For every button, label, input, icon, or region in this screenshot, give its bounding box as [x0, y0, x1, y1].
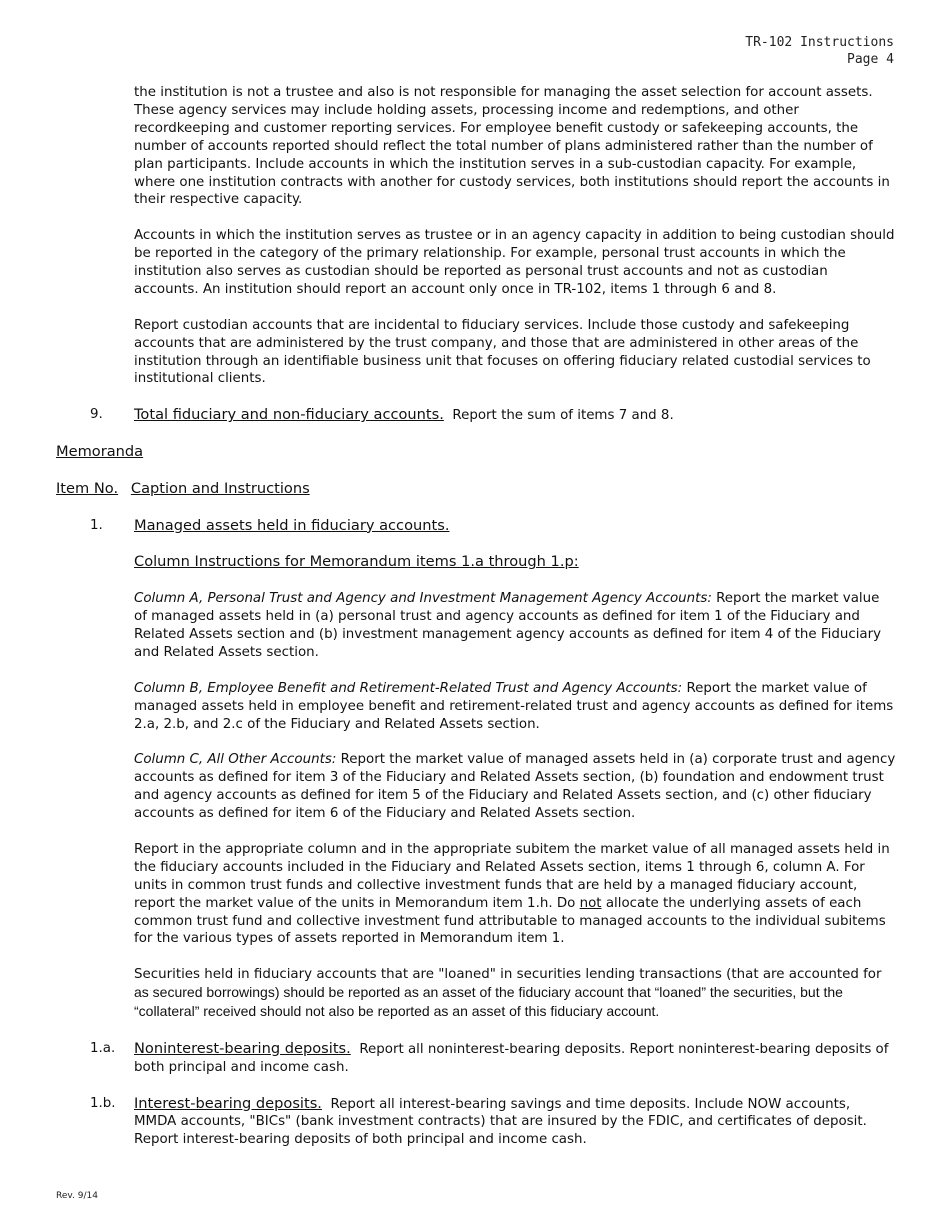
- item-number: 9.: [90, 407, 103, 423]
- item-9: [90, 406, 896, 425]
- item-title: Interest-bearing deposits.: [134, 1094, 322, 1112]
- item-title: Managed assets held in fiduciary accounts.: [134, 516, 450, 534]
- column-instructions-heading: Column Instructions for Memorandum items 1.a through 1.p:: [134, 553, 579, 571]
- form-title: TR-102 Instructions: [745, 35, 894, 50]
- page-header: [745, 34, 894, 68]
- column-b-instructions: [134, 680, 896, 734]
- column-a-label: Column A, Personal Trust and Agency and Investment Management Agency Accounts:: [134, 591, 712, 607]
- memoranda-heading: Memoranda: [56, 443, 144, 461]
- item-title: Noninterest-bearing deposits.: [134, 1039, 351, 1057]
- column-c-text: Report the market value of managed assets held in (a) corporate trust and agency accounts as defined for item 3 of the Fiduciary and Related Assets section, (b) foundation and endowment trust and agency accounts as defined for item 5 of the Fiduciary and Related Assets section, and (c) other fiduciary accounts as defined for item 6 of the Fiduciary and Related Assets section.: [134, 752, 896, 822]
- item-text: Report all noninterest-bearing deposits. Report noninterest-bearing deposits of both principal and income cash.: [134, 1041, 889, 1075]
- column-b-label: Column B, Employee Benefit and Retirement-Related Trust and Agency Accounts:: [134, 680, 683, 696]
- column-b-text: Report the market value of managed assets held in employee benefit and retirement-related trust and agency accounts as defined for items 2.a, 2.b, and 2.c of the Fiduciary and Related Assets section.: [134, 680, 894, 732]
- column-c-label: Column C, All Other Accounts:: [134, 752, 337, 768]
- memo-item-1b: [90, 1094, 896, 1150]
- item-text: Report the sum of items 7 and 8.: [452, 408, 674, 424]
- paragraph-primary-relationship: Accounts in which the institution serves as trustee or in an agency capacity in addition to being custodian should be reported in the category of the primary relationship. For example, personal trust accounts in which the institution also serves as custodian should be reported as personal trust accounts and not as custodian accounts. An institution should report an account only once in TR-102, items 1 through 6 and 8.: [134, 228, 895, 297]
- item-number: 1.a.: [90, 1040, 116, 1056]
- page-number: Page 4: [847, 52, 894, 67]
- item-text: Report all interest-bearing savings and time deposits. Include NOW accounts, MMDA accounts, "BICs" (bank investment contracts) that are insured by the FDIC, and certificates of deposit. Report interest-bearing deposits of both principal and income cash.: [134, 1096, 867, 1148]
- caption-heading: Caption and Instructions: [130, 479, 310, 497]
- item-number: 1.: [90, 517, 103, 533]
- item-no-heading: Item No.: [56, 479, 119, 497]
- column-heading-row: [56, 480, 896, 499]
- document-body: [56, 84, 896, 1149]
- item-title: Total fiduciary and non-fiduciary accounts.: [134, 406, 444, 424]
- report-instructions-paragraph: Report in the appropriate column and in the appropriate subitem the market value of all managed assets held in the fiduciary accounts included in the Fiduciary and Related Assets section, items 1 through 6, column A. For units in common trust funds and collective investment funds that are held by a managed fiduciary account, report the market value of the units in Memorandum item 1.h. Do not allocate the underlying assets of each common trust fund and collective investment fund attributable to managed accounts to the individual subitems for the various types of assets reported in Memorandum item 1.: [134, 841, 890, 947]
- column-a-text: Report the market value of managed assets held in (a) personal trust and agency accounts as defined for item 1 of the Fiduciary and Related Assets section and (b) investment management agency accounts as defined for item 4 of the Fiduciary and Related Assets section.: [134, 591, 882, 660]
- item-number: 1.b.: [90, 1095, 116, 1111]
- paragraph-custodian-services: the institution is not a trustee and also is not responsible for managing the asset selection for account assets. These agency services may include holding assets, processing income and redemptions, and other recordkeeping and customer reporting services. For employee benefit custody or safekeeping accounts, the number of accounts reported should reflect the total number of plans administered rather than the number of plan participants. Include accounts in which the institution serves in a sub-custodian capacity. For example, where one institution contracts with another for custody services, both institutions should report the accounts in their respective capacity.: [134, 85, 890, 208]
- emphasis-not: not: [579, 895, 602, 911]
- memo-item-1a: [90, 1039, 896, 1077]
- paragraph-incidental-custodian: Report custodian accounts that are incidental to fiduciary services. Include those custody and safekeeping accounts that are administered by the trust company, and those that are administered in other areas of the institution through an identifiable business unit that focuses on offering fiduciary related custodial services to institutional clients.: [134, 317, 871, 387]
- revision-footer: Rev. 9/14: [56, 1191, 98, 1201]
- column-c-instructions: [134, 751, 896, 823]
- column-a-instructions: [134, 590, 896, 662]
- securities-lending-paragraph: Securities held in fiduciary accounts that are "loaned" in securities lending transactions (that are accounted for as secured borrowings) should be reported as an asset of the fiduciary account that “loaned” the securities, but the “collateral” received should not also be reported as an asset of this fiduciary account.: [134, 967, 882, 1020]
- memo-item-1: [90, 516, 896, 536]
